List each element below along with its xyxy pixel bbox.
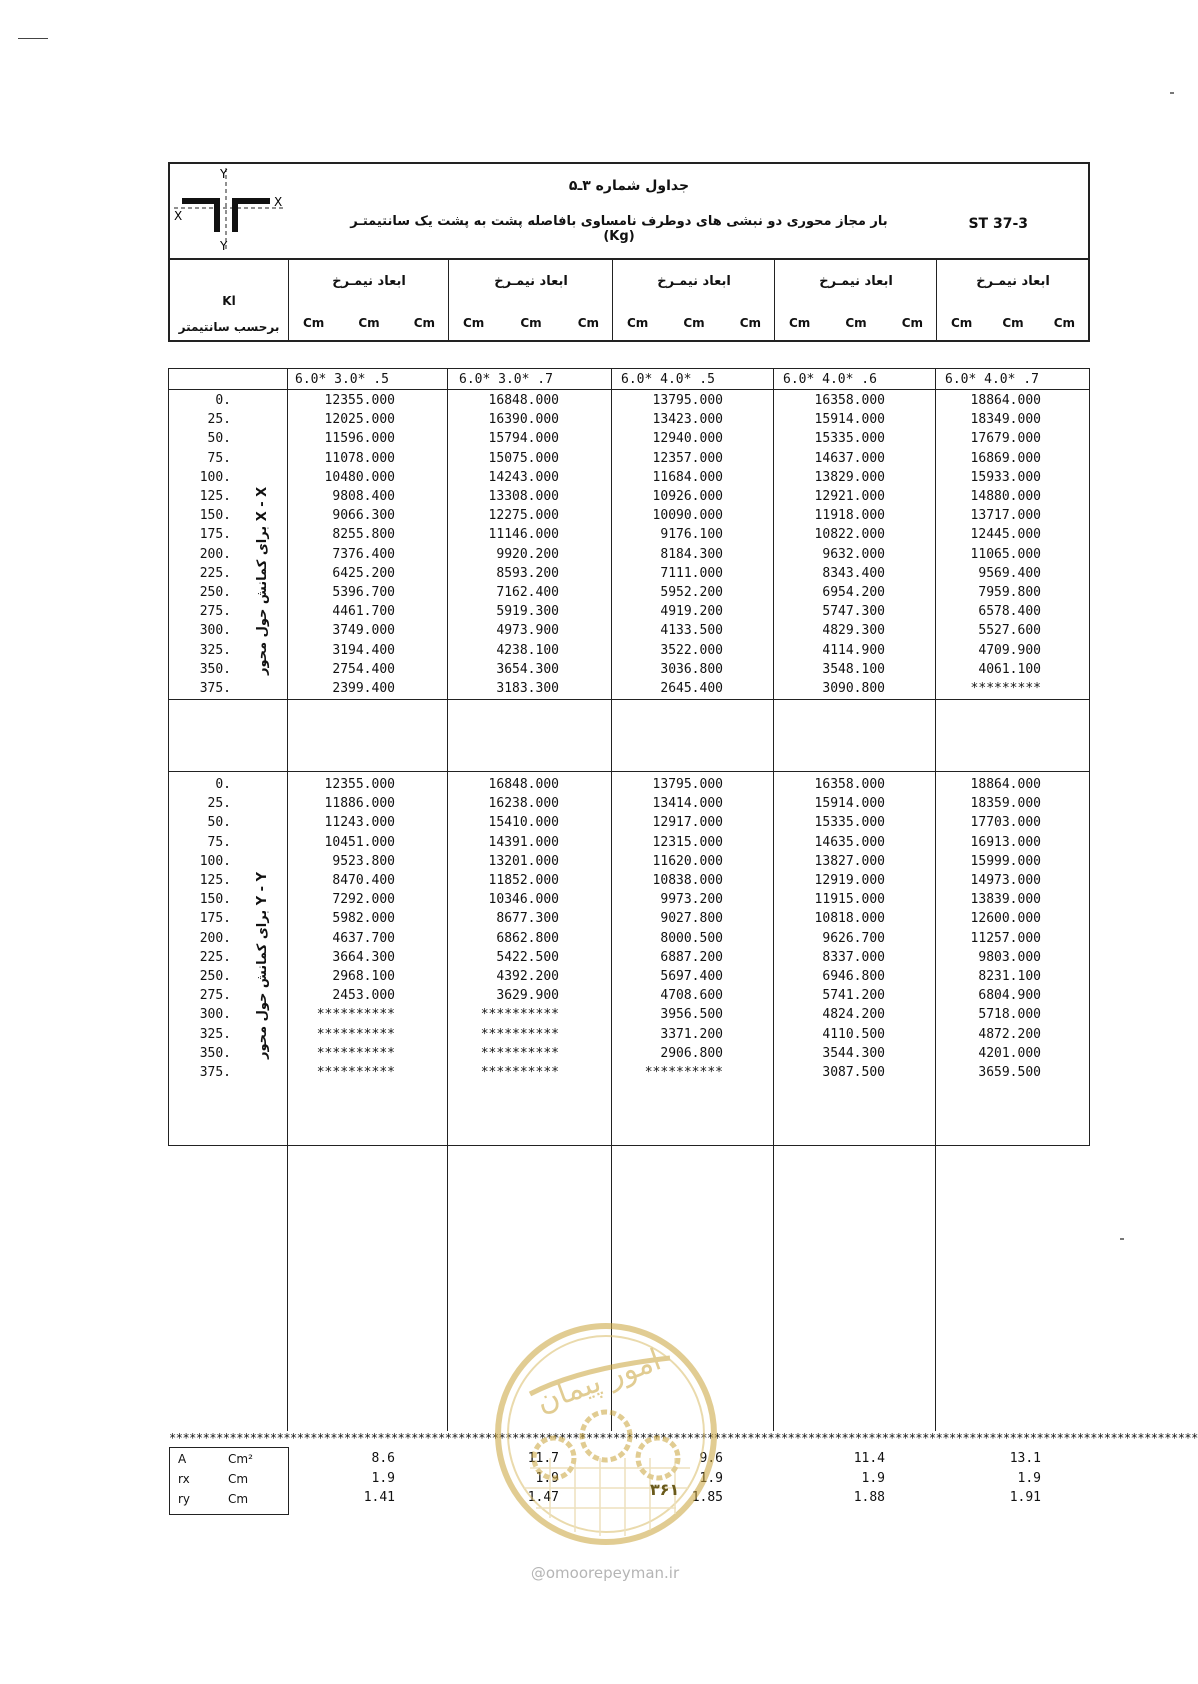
x-axis-buckling-label: برای کمانش حول محور X - X xyxy=(255,486,270,675)
load-cell: 16913.000 xyxy=(970,834,1041,850)
load-cell: 8593.200 xyxy=(496,565,559,581)
load-cell: ********* xyxy=(970,681,1041,697)
dimension-label: ابعاد نیمـرخ xyxy=(657,274,731,289)
column-divider xyxy=(773,369,774,1431)
load-cell: 8184.300 xyxy=(660,546,723,562)
x-axis-load-column xyxy=(615,391,723,698)
steel-grade: ST 37-3 xyxy=(968,216,1028,232)
load-cell: 9066.300 xyxy=(332,508,395,524)
unit-label: Cm xyxy=(577,316,599,330)
load-cell: 12940.000 xyxy=(652,431,723,447)
load-cell: 8677.300 xyxy=(496,911,559,927)
load-cell: 4872.200 xyxy=(978,1026,1041,1042)
y-axis-load-column xyxy=(615,775,723,1082)
svg-text:X: X xyxy=(174,209,183,223)
load-cell: 18864.000 xyxy=(970,777,1041,792)
load-cell: 6954.200 xyxy=(822,585,885,601)
load-cell: 11596.000 xyxy=(324,431,395,447)
load-cell: 9808.400 xyxy=(332,489,395,505)
k-value: 325. xyxy=(199,1026,231,1042)
property-value: 1.9 xyxy=(861,1470,885,1486)
k-values-y xyxy=(175,775,231,1082)
load-cell: 5422.500 xyxy=(496,949,559,965)
load-cell: 15075.000 xyxy=(488,450,559,466)
load-cell: 15914.000 xyxy=(814,796,885,812)
property-label xyxy=(178,1492,249,1506)
load-cell: 9569.400 xyxy=(978,565,1041,581)
load-cell: 5527.600 xyxy=(978,623,1041,639)
load-cell: 5952.200 xyxy=(660,585,723,601)
k-value: 175. xyxy=(199,527,231,543)
property-value: 11.4 xyxy=(853,1451,885,1466)
load-cell: 2754.400 xyxy=(332,661,395,677)
load-cell: 3629.900 xyxy=(496,988,559,1004)
page-number: ۳۶۱ xyxy=(650,1480,680,1499)
load-cell: 10838.000 xyxy=(652,873,723,889)
load-cell: 18359.000 xyxy=(970,796,1041,812)
load-cell: 16848.000 xyxy=(488,777,559,792)
table-subtitle: بار مجاز محوری دو نبشی های دوطرف نامساوی بافاصله پشت به پشت یک سانتیمتـر (Kg) xyxy=(350,214,888,244)
load-cell: 7376.400 xyxy=(332,546,395,562)
load-cell: 7162.400 xyxy=(496,585,559,601)
load-cell: 4392.200 xyxy=(496,969,559,985)
load-cell: 13414.000 xyxy=(652,796,723,812)
profile-size: 6.0* 4.0* .6 xyxy=(783,372,877,387)
header-columns-row xyxy=(170,258,1088,340)
unit-label: Cm xyxy=(683,316,705,330)
unit-label: Cm xyxy=(901,316,923,330)
corner-mark xyxy=(18,38,48,39)
load-cell: 16238.000 xyxy=(488,796,559,812)
k-value: 75. xyxy=(207,450,231,466)
load-cell: 3194.400 xyxy=(332,642,395,658)
k-value: 25. xyxy=(207,412,231,428)
load-cell: 12921.000 xyxy=(814,489,885,505)
load-cell: 10451.000 xyxy=(324,834,395,850)
unit-label: Cm xyxy=(303,316,325,330)
load-cell: 13829.000 xyxy=(814,469,885,485)
load-cell: 17679.000 xyxy=(970,431,1041,447)
dimension-label: ابعاد نیمـرخ xyxy=(332,274,406,289)
load-cell: 7959.800 xyxy=(978,585,1041,601)
section-divider xyxy=(169,699,1089,700)
load-cell: 8343.400 xyxy=(822,565,885,581)
load-cell: 12917.000 xyxy=(652,815,723,831)
property-symbol: rx xyxy=(178,1472,190,1486)
load-cell: 10926.000 xyxy=(652,489,723,505)
property-value: 1.9 xyxy=(699,1470,723,1486)
k-value: 0. xyxy=(215,393,231,408)
dimension-header xyxy=(936,258,1089,340)
property-value: 1.9 xyxy=(535,1470,559,1486)
property-value: 8.6 xyxy=(371,1451,395,1466)
property-unit: Cm xyxy=(228,1472,249,1486)
load-cell: 12025.000 xyxy=(324,412,395,428)
load-cell: 14973.000 xyxy=(970,873,1041,889)
k-value: 250. xyxy=(199,969,231,985)
load-cell: 4829.300 xyxy=(822,623,885,639)
load-cell: 8255.800 xyxy=(332,527,395,543)
load-cell: 3183.300 xyxy=(496,681,559,697)
load-cell: 2453.000 xyxy=(332,988,395,1004)
profile-size: 6.0* 3.0* .7 xyxy=(459,372,553,387)
k-value: 350. xyxy=(199,661,231,677)
y-axis-load-column xyxy=(291,775,395,1082)
load-cell: 4238.100 xyxy=(496,642,559,658)
load-cell: 6862.800 xyxy=(496,930,559,946)
k-value: 200. xyxy=(199,930,231,946)
load-cell: 4061.100 xyxy=(978,661,1041,677)
k-value: 375. xyxy=(199,681,231,697)
load-cell: 6887.200 xyxy=(660,949,723,965)
load-cell: ********** xyxy=(644,1065,723,1081)
k-values-x xyxy=(175,391,231,698)
section-property-column xyxy=(939,1449,1041,1508)
property-value: 1.9 xyxy=(371,1470,395,1486)
load-cell: 8000.500 xyxy=(660,930,723,946)
load-cell: 16390.000 xyxy=(488,412,559,428)
property-symbol: A xyxy=(178,1452,187,1466)
load-cell: 9626.700 xyxy=(822,930,885,946)
unit-label: Cm xyxy=(739,316,761,330)
load-cell: 4708.600 xyxy=(660,988,723,1004)
load-cell: ********** xyxy=(316,1026,395,1042)
x-axis-load-column xyxy=(291,391,395,698)
load-cell: 5718.000 xyxy=(978,1007,1041,1023)
k-unit: برحسب سانتیمتر xyxy=(178,320,280,334)
load-cell: 11065.000 xyxy=(970,546,1041,562)
load-cell: ********** xyxy=(480,1065,559,1081)
load-cell: 17703.000 xyxy=(970,815,1041,831)
load-cell: 3664.300 xyxy=(332,949,395,965)
property-label xyxy=(178,1452,253,1466)
k-value: 25. xyxy=(207,796,231,812)
load-cell: 15410.000 xyxy=(488,815,559,831)
load-cell: 4201.000 xyxy=(978,1045,1041,1061)
load-cell: 9920.200 xyxy=(496,546,559,562)
load-cell: 7111.000 xyxy=(660,565,723,581)
load-cell: 15335.000 xyxy=(814,431,885,447)
unit-label: Cm xyxy=(1002,316,1024,330)
k-value: 50. xyxy=(207,431,231,447)
load-cell: 6804.900 xyxy=(978,988,1041,1004)
column-divider xyxy=(611,369,612,1431)
load-cell: 4709.900 xyxy=(978,642,1041,658)
load-cell: 4637.700 xyxy=(332,930,395,946)
load-cell: 12315.000 xyxy=(652,834,723,850)
load-cell: 6425.200 xyxy=(332,565,395,581)
x-axis-load-column xyxy=(777,391,885,698)
k-value: 350. xyxy=(199,1045,231,1061)
load-cell: ********** xyxy=(316,1045,395,1061)
table-title: جداول شماره ۳ـ۵ xyxy=(568,178,690,194)
load-cell: 15335.000 xyxy=(814,815,885,831)
property-unit: Cm xyxy=(228,1492,249,1506)
property-value: 11.7 xyxy=(527,1451,559,1466)
k-value: 0. xyxy=(215,777,231,792)
edge-dot xyxy=(1120,1238,1124,1240)
dimension-header xyxy=(774,258,937,340)
load-cell: 5747.300 xyxy=(822,604,885,620)
k-value: 50. xyxy=(207,815,231,831)
load-cell: 13827.000 xyxy=(814,853,885,869)
column-divider xyxy=(935,369,936,1431)
load-cell: 4114.900 xyxy=(822,642,885,658)
load-cell: 3036.800 xyxy=(660,661,723,677)
load-cell: 5982.000 xyxy=(332,911,395,927)
property-value: 1.9 xyxy=(1017,1470,1041,1486)
unit-label: Cm xyxy=(951,316,973,330)
load-cell: 11243.000 xyxy=(324,815,395,831)
load-cell: 11620.000 xyxy=(652,853,723,869)
k-value: 275. xyxy=(199,988,231,1004)
load-cell: 7292.000 xyxy=(332,892,395,908)
k-value: 150. xyxy=(199,508,231,524)
x-axis-load-column xyxy=(939,391,1041,698)
k-value: 225. xyxy=(199,565,231,581)
load-cell: ********** xyxy=(480,1045,559,1061)
property-value: 1.41 xyxy=(363,1490,395,1505)
load-cell: 15794.000 xyxy=(488,431,559,447)
k-value: 175. xyxy=(199,911,231,927)
load-cell: 9523.800 xyxy=(332,853,395,869)
load-cell: 13795.000 xyxy=(652,393,723,408)
k-value: 300. xyxy=(199,1007,231,1023)
load-cell: 11146.000 xyxy=(488,527,559,543)
load-cell: 14880.000 xyxy=(970,489,1041,505)
k-value: 375. xyxy=(199,1065,231,1081)
svg-text:X: X xyxy=(274,195,283,209)
section-properties-labels xyxy=(169,1447,289,1515)
load-cell: 9803.000 xyxy=(978,949,1041,965)
unit-label: Cm xyxy=(358,316,380,330)
header-title-row xyxy=(170,164,1088,260)
load-cell: 3087.500 xyxy=(822,1065,885,1081)
section-property-column xyxy=(291,1449,395,1508)
load-cell: 8231.100 xyxy=(978,969,1041,985)
load-cell: 16358.000 xyxy=(814,393,885,408)
load-cell: 10818.000 xyxy=(814,911,885,927)
profile-size: 6.0* 4.0* .5 xyxy=(621,372,715,387)
load-cell: 11852.000 xyxy=(488,873,559,889)
k-value: 200. xyxy=(199,546,231,562)
load-cell: 12919.000 xyxy=(814,873,885,889)
y-axis-buckling-label: برای کمانش حول محور Y - Y xyxy=(255,872,270,1059)
k-value: 225. xyxy=(199,949,231,965)
profile-size: 6.0* 4.0* .7 xyxy=(945,372,1039,387)
load-cell: 12355.000 xyxy=(324,777,395,792)
load-cell: 10090.000 xyxy=(652,508,723,524)
load-cell: 12355.000 xyxy=(324,393,395,408)
k-column-header xyxy=(170,258,289,340)
property-value: 13.1 xyxy=(1009,1451,1041,1466)
k-label: Kl xyxy=(222,294,236,308)
profile-size: 6.0* 3.0* .5 xyxy=(295,372,389,387)
load-cell: 2399.400 xyxy=(332,681,395,697)
svg-text:امور پیمان: امور پیمان xyxy=(531,1342,666,1420)
load-cell: 12600.000 xyxy=(970,911,1041,927)
section-property-column xyxy=(777,1449,885,1508)
property-value: 1.88 xyxy=(853,1490,885,1505)
load-cell: ********** xyxy=(316,1065,395,1081)
load-cell: 15933.000 xyxy=(970,469,1041,485)
dimension-label: ابعاد نیمـرخ xyxy=(819,274,893,289)
load-cell: 13717.000 xyxy=(970,508,1041,524)
k-value: 125. xyxy=(199,489,231,505)
load-cell: 4824.200 xyxy=(822,1007,885,1023)
load-cell: 13308.000 xyxy=(488,489,559,505)
load-cell: 11886.000 xyxy=(324,796,395,812)
edge-dot xyxy=(1170,92,1174,94)
load-cell: 5697.400 xyxy=(660,969,723,985)
k-value: 100. xyxy=(199,853,231,869)
load-cell: 3654.300 xyxy=(496,661,559,677)
k-value: 100. xyxy=(199,469,231,485)
load-cell: ********** xyxy=(316,1007,395,1023)
load-cell: 12445.000 xyxy=(970,527,1041,543)
k-value: 300. xyxy=(199,623,231,639)
load-cell: 4461.700 xyxy=(332,604,395,620)
load-cell: 4133.500 xyxy=(660,623,723,639)
load-cell: 14391.000 xyxy=(488,834,559,850)
x-axis-load-column xyxy=(451,391,559,698)
load-cell: 16848.000 xyxy=(488,393,559,408)
k-value: 275. xyxy=(199,604,231,620)
dimension-label: ابعاد نیمـرخ xyxy=(976,274,1050,289)
svg-text:Y: Y xyxy=(220,167,228,181)
load-cell: 2645.400 xyxy=(660,681,723,697)
dimension-label: ابعاد نیمـرخ xyxy=(494,274,568,289)
load-cell: 2906.800 xyxy=(660,1045,723,1061)
load-cell: 10480.000 xyxy=(324,469,395,485)
load-cell: 3749.000 xyxy=(332,623,395,639)
load-cell: 11257.000 xyxy=(970,930,1041,946)
svg-text:Y: Y xyxy=(220,239,228,253)
load-cell: 13201.000 xyxy=(488,853,559,869)
dimension-header xyxy=(612,258,775,340)
load-cell: 18864.000 xyxy=(970,393,1041,408)
load-cell: 16869.000 xyxy=(970,450,1041,466)
separator-stars: ********************************************************************************************************************************************************* xyxy=(169,1431,1198,1445)
k-value: 325. xyxy=(199,642,231,658)
profile-row xyxy=(169,369,1089,390)
load-cell: 4973.900 xyxy=(496,623,559,639)
load-cell: ********** xyxy=(480,1026,559,1042)
y-axis-load-column xyxy=(939,775,1041,1082)
load-cell: 15914.000 xyxy=(814,412,885,428)
dimension-header xyxy=(288,258,449,340)
load-cell: 13423.000 xyxy=(652,412,723,428)
y-axis-load-column xyxy=(777,775,885,1082)
load-cell: ********** xyxy=(480,1007,559,1023)
load-cell: 4919.200 xyxy=(660,604,723,620)
property-value: 9.6 xyxy=(699,1451,723,1466)
section-divider xyxy=(169,771,1089,772)
load-cell: 8470.400 xyxy=(332,873,395,889)
load-cell: 6578.400 xyxy=(978,604,1041,620)
load-cell: 4110.500 xyxy=(822,1026,885,1042)
load-cell: 13795.000 xyxy=(652,777,723,792)
load-cell: 3956.500 xyxy=(660,1007,723,1023)
load-cell: 3548.100 xyxy=(822,661,885,677)
unit-label: Cm xyxy=(413,316,435,330)
load-cell: 9176.100 xyxy=(660,527,723,543)
load-cell: 18349.000 xyxy=(970,412,1041,428)
load-cell: 14243.000 xyxy=(488,469,559,485)
load-cell: 14635.000 xyxy=(814,834,885,850)
column-divider xyxy=(447,369,448,1431)
load-cell: 3090.800 xyxy=(822,681,885,697)
load-cell: 11684.000 xyxy=(652,469,723,485)
unit-label: Cm xyxy=(627,316,649,330)
k-value: 125. xyxy=(199,873,231,889)
load-cell: 2968.100 xyxy=(332,969,395,985)
load-cell: 12275.000 xyxy=(488,508,559,524)
column-divider xyxy=(287,369,288,1431)
load-cell: 10346.000 xyxy=(488,892,559,908)
load-cell: 3371.200 xyxy=(660,1026,723,1042)
load-cell: 6946.800 xyxy=(822,969,885,985)
property-value: 1.91 xyxy=(1009,1490,1041,1505)
property-unit: Cm² xyxy=(228,1452,253,1466)
load-cell: 13839.000 xyxy=(970,892,1041,908)
load-cell: 16358.000 xyxy=(814,777,885,792)
unit-label: Cm xyxy=(1053,316,1075,330)
k-value: 250. xyxy=(199,585,231,601)
table-header xyxy=(168,162,1090,342)
load-cell: 3522.000 xyxy=(660,642,723,658)
property-value: 1.85 xyxy=(691,1490,723,1505)
load-cell: 5741.200 xyxy=(822,988,885,1004)
load-cell: 5396.700 xyxy=(332,585,395,601)
property-value: 1.47 xyxy=(527,1490,559,1505)
dimension-header xyxy=(448,258,613,340)
load-cell: 9973.200 xyxy=(660,892,723,908)
property-symbol: ry xyxy=(178,1492,191,1506)
k-value: 75. xyxy=(207,834,231,850)
load-cell: 10822.000 xyxy=(814,527,885,543)
load-cell: 9027.800 xyxy=(660,911,723,927)
load-cell: 11078.000 xyxy=(324,450,395,466)
load-cell: 8337.000 xyxy=(822,949,885,965)
load-cell: 14637.000 xyxy=(814,450,885,466)
omoorepeyman-seal-logo xyxy=(490,1318,722,1550)
property-label xyxy=(178,1472,249,1486)
unit-label: Cm xyxy=(845,316,867,330)
unit-label: Cm xyxy=(789,316,811,330)
unit-label: Cm xyxy=(520,316,542,330)
load-cell: 11918.000 xyxy=(814,508,885,524)
y-axis-load-column xyxy=(451,775,559,1082)
load-cell: 5919.300 xyxy=(496,604,559,620)
k-value: 150. xyxy=(199,892,231,908)
load-cell: 11915.000 xyxy=(814,892,885,908)
website-watermark: @omoorepeyman.ir xyxy=(530,1564,680,1582)
load-cell: 3544.300 xyxy=(822,1045,885,1061)
unit-label: Cm xyxy=(463,316,485,330)
load-cell: 9632.000 xyxy=(822,546,885,562)
load-cell: 3659.500 xyxy=(978,1065,1041,1081)
load-cell: 12357.000 xyxy=(652,450,723,466)
load-cell: 15999.000 xyxy=(970,853,1041,869)
